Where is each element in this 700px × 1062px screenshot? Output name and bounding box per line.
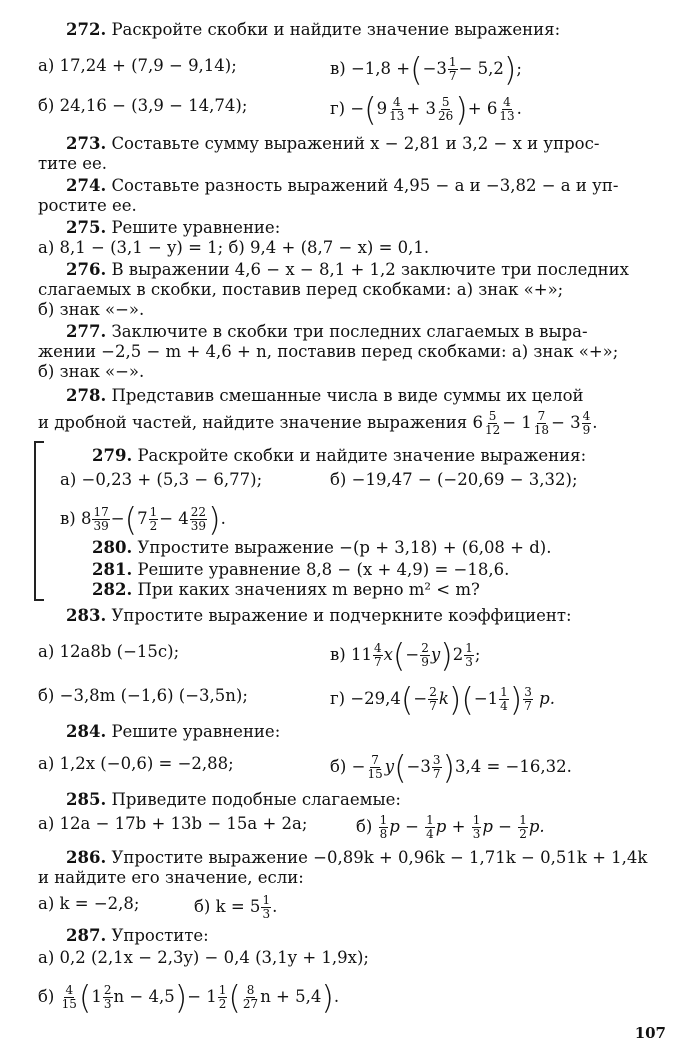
task-274-line2: ростите ее. — [38, 196, 137, 215]
task-284-title: 284. Решите уравнение: — [66, 722, 281, 741]
task-274-line1: 274. Составьте разность выражений 4,95 − a и −3,82 − a и уп- — [66, 176, 619, 195]
page-number: 107 — [634, 1024, 666, 1042]
task-286-line2: и найдите его значение, если: — [38, 868, 304, 887]
task-273-line1: 273. Составьте сумму выражений x − 2,81 и 3,2 − x и упрос- — [66, 134, 600, 153]
task-283-v: в) 11 $\frac{4}{7}$ x(− $\frac{2}{9}$ y)2 $\frac{1}{3}$ ; — [330, 636, 481, 675]
task-272-b: б) 24,16 − (3,9 − 14,74); — [38, 96, 248, 115]
task-284-b: б) − $\frac{7}{15}$ y(−3 $\frac{3}{7}$ )3,4 = −16,32. — [330, 748, 572, 787]
task-272-a: а) 17,24 + (7,9 − 9,14); — [38, 56, 237, 75]
task-272-g: г) −(9 $\frac{4}{13}$ + 3 $\frac{5}{26}$ )+ 6 $\frac{4}{13}$ . — [330, 90, 522, 129]
task-287-a: а) 0,2 (2,1x − 2,3y) − 0,4 (3,1y + 1,9x); — [38, 948, 369, 967]
task-281: 281. Решите уравнение 8,8 − (x + 4,9) = −18,6. — [92, 560, 510, 579]
task-280: 280. Упростите выражение −(p + 3,18) + (6,08 + d). — [92, 538, 552, 557]
task-285-a: а) 12a − 17b + 13b − 15a + 2a; — [38, 814, 308, 833]
task-283-b: б) −3,8m (−1,6) (−3,5n); — [38, 686, 248, 705]
task-285-b: б) $\frac{1}{8}$ p − $\frac{1}{4}$ p + $\frac{1}{3}$ p − $\frac{1}{2}$ p. — [356, 813, 545, 841]
task-282: 282. При каких значениях m верно m² < m? — [92, 580, 480, 599]
task-287-title: 287. Упростите: — [66, 926, 209, 945]
task-285-title: 285. Приведите подобные слагаемые: — [66, 790, 401, 809]
task-276-line2: слагаемых в скобки, поставив перед скобками: а) знак «+»; — [38, 280, 564, 299]
task-276-line3: б) знак «−». — [38, 300, 145, 319]
task-277-line3: б) знак «−». — [38, 362, 145, 381]
task-272-v: в) −1,8 +(−3 $\frac{1}{7}$ − 5,2); — [330, 50, 522, 89]
task-279-v: в) 8 $\frac{17}{39}$ −(7 $\frac{1}{2}$ − 4 $\frac{22}{39}$ ). — [60, 500, 226, 539]
task-283-g: г) −29,4(− $\frac{2}{7}$ k)(−1 $\frac{1}{4}$ ) $\frac{3}{7}$ p. — [330, 680, 555, 719]
task-277-line2: жении −2,5 − m + 4,6 + n, поставив перед скобками: а) знак «+»; — [38, 342, 619, 361]
task-279-b: б) −19,47 − (−20,69 − 3,32); — [330, 470, 578, 489]
task-279-title: 279. Раскройте скобки и найдите значение выражения: — [92, 446, 587, 465]
task-283-a: а) 12a8b (−15c); — [38, 642, 180, 661]
task-275-equations: а) 8,1 − (3,1 − y) = 1; б) 9,4 + (8,7 − x) = 0,1. — [38, 238, 430, 257]
task-287-b: б) $\frac{4}{15}$ (1 $\frac{2}{3}$ n − 4,5)− 1 $\frac{1}{2}$ ( $\frac{8}{27}$ n + 5,4). — [38, 978, 340, 1017]
task-276-line1: 276. В выражении 4,6 − x − 8,1 + 1,2 заключите три последних — [66, 260, 629, 279]
task-275-title: 275. Решите уравнение: — [66, 218, 281, 237]
task-286-a: а) k = −2,8; — [38, 894, 140, 913]
optional-tasks-bracket — [34, 441, 44, 601]
task-272-title: 272. Раскройте скобки и найдите значение выражения: — [66, 20, 561, 39]
task-279-a: а) −0,23 + (5,3 − 6,77); — [60, 470, 263, 489]
task-273-line2: тите ее. — [38, 154, 108, 173]
task-286-line1: 286. Упростите выражение −0,89k + 0,96k − 1,71k − 0,51k + 1,4k — [66, 848, 648, 867]
task-286-b: б) k = 5 $\frac{1}{3}$ . — [194, 893, 278, 921]
task-277-line1: 277. Заключите в скобки три последних слагаемых в выра- — [66, 322, 588, 341]
task-278-line1: 278. Представив смешанные числа в виде суммы их целой — [66, 386, 584, 405]
task-278-line2: и дробной частей, найдите значение выражения 6 $\frac{5}{12}$ − 1 $\frac{7}{18}$ − 3 $\frac{4}{9}$ . — [38, 409, 598, 437]
task-284-a: а) 1,2x (−0,6) = −2,88; — [38, 754, 234, 773]
task-283-title: 283. Упростите выражение и подчеркните коэффициент: — [66, 606, 572, 625]
